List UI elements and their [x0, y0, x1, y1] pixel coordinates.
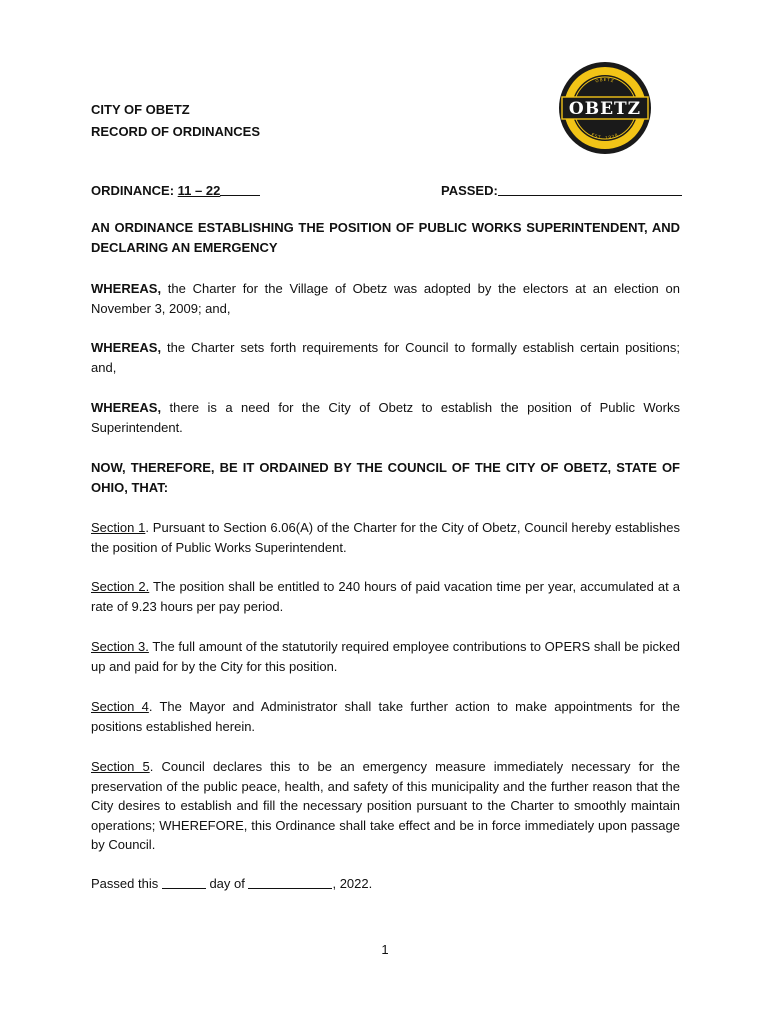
passed-blank[interactable] [498, 194, 682, 196]
whereas-text: there is a need for the City of Obetz to establish the position of Public Works Superintendent. [91, 400, 680, 435]
whereas-clause-1 [91, 279, 680, 318]
day-blank[interactable] [162, 887, 206, 889]
logo-bottom-arc: EST. 1928 [590, 131, 620, 141]
ordained-clause: NOW, THEREFORE, BE IT ORDAINED BY THE COUNCIL OF THE CITY OF OBETZ, STATE OF OHIO, THAT: [91, 460, 680, 495]
section-punct: . [145, 520, 150, 535]
page-number: 1 [381, 942, 389, 957]
record-title: RECORD OF ORDINANCES [91, 124, 261, 139]
month-blank[interactable] [248, 887, 332, 889]
ordinance-number: 11 – 22 [177, 183, 221, 198]
whereas-text: the Charter sets forth requirements for Council to formally establish certain positions; and, [91, 340, 680, 375]
ordinance-title: AN ORDINANCE ESTABLISHING THE POSITION OF PUBLIC WORKS SUPERINTENDENT, AND DECLARING AN EMERGENCY [91, 220, 680, 255]
section-label: Section 2. [91, 579, 150, 594]
section-1 [91, 518, 680, 557]
city-name: CITY OF OBETZ [91, 102, 190, 117]
passed-prefix: Passed this [91, 876, 162, 891]
whereas-lead: WHEREAS, [91, 340, 162, 355]
whereas-clause-3 [91, 398, 680, 437]
passed-suffix: , 2022. [332, 876, 373, 891]
whereas-text: the Charter for the Village of Obetz was adopted by the electors at an election on November 3, 2009; and, [91, 281, 680, 316]
section-text: Council declares this to be an emergency measure immediately necessary for the preservation of the public peace, health, and safety of this municipality and the further reason that the City desires to establish and fill the necessary position pursuant to the Charter to smoothly maintain operations; WHEREFORE, this Ordinance shall take effect and be in force immediately upon passage by Council. [91, 759, 681, 852]
obetz-logo [558, 60, 652, 156]
logo-text: OBETZ [568, 99, 642, 119]
whereas-lead: WHEREAS, [91, 400, 162, 415]
passed-block [441, 181, 682, 201]
section-label: Section 5 [91, 759, 150, 774]
passed-label: PASSED: [441, 183, 498, 198]
section-text: Pursuant to Section 6.06(A) of the Charter for the City of Obetz, Council hereby establishes the position of Public Works Superintendent. [91, 520, 680, 555]
whereas-lead: WHEREAS, [91, 281, 162, 296]
section-label: Section 3. [91, 639, 149, 654]
ordinance-line [91, 181, 260, 201]
header-block [91, 99, 260, 143]
passed-middle: day of [205, 876, 249, 891]
ordinance-blank [220, 194, 260, 196]
section-text: The Mayor and Administrator shall take further action to make appointments for the positions established herein. [91, 699, 680, 734]
logo-top-arc: OBETZ [594, 76, 616, 84]
section-label: Section 1 [91, 520, 146, 535]
section-2 [91, 577, 680, 616]
ordinance-label: ORDINANCE: [91, 183, 178, 198]
section-text: The position shall be entitled to 240 hours of paid vacation time per year, accumulated at a rate of 9.23 hours per pay period. [91, 579, 680, 614]
section-text: The full amount of the statutorily required employee contributions to OPERS shall be picked up and paid for by the City for this position. [91, 639, 680, 674]
section-5 [91, 757, 680, 855]
section-3 [91, 637, 680, 676]
passed-date-line [91, 874, 372, 894]
whereas-clause-2 [91, 338, 680, 377]
section-4 [91, 697, 680, 736]
section-punct: . [148, 699, 153, 714]
section-label: Section 4 [91, 699, 149, 714]
section-punct: . [149, 759, 154, 774]
